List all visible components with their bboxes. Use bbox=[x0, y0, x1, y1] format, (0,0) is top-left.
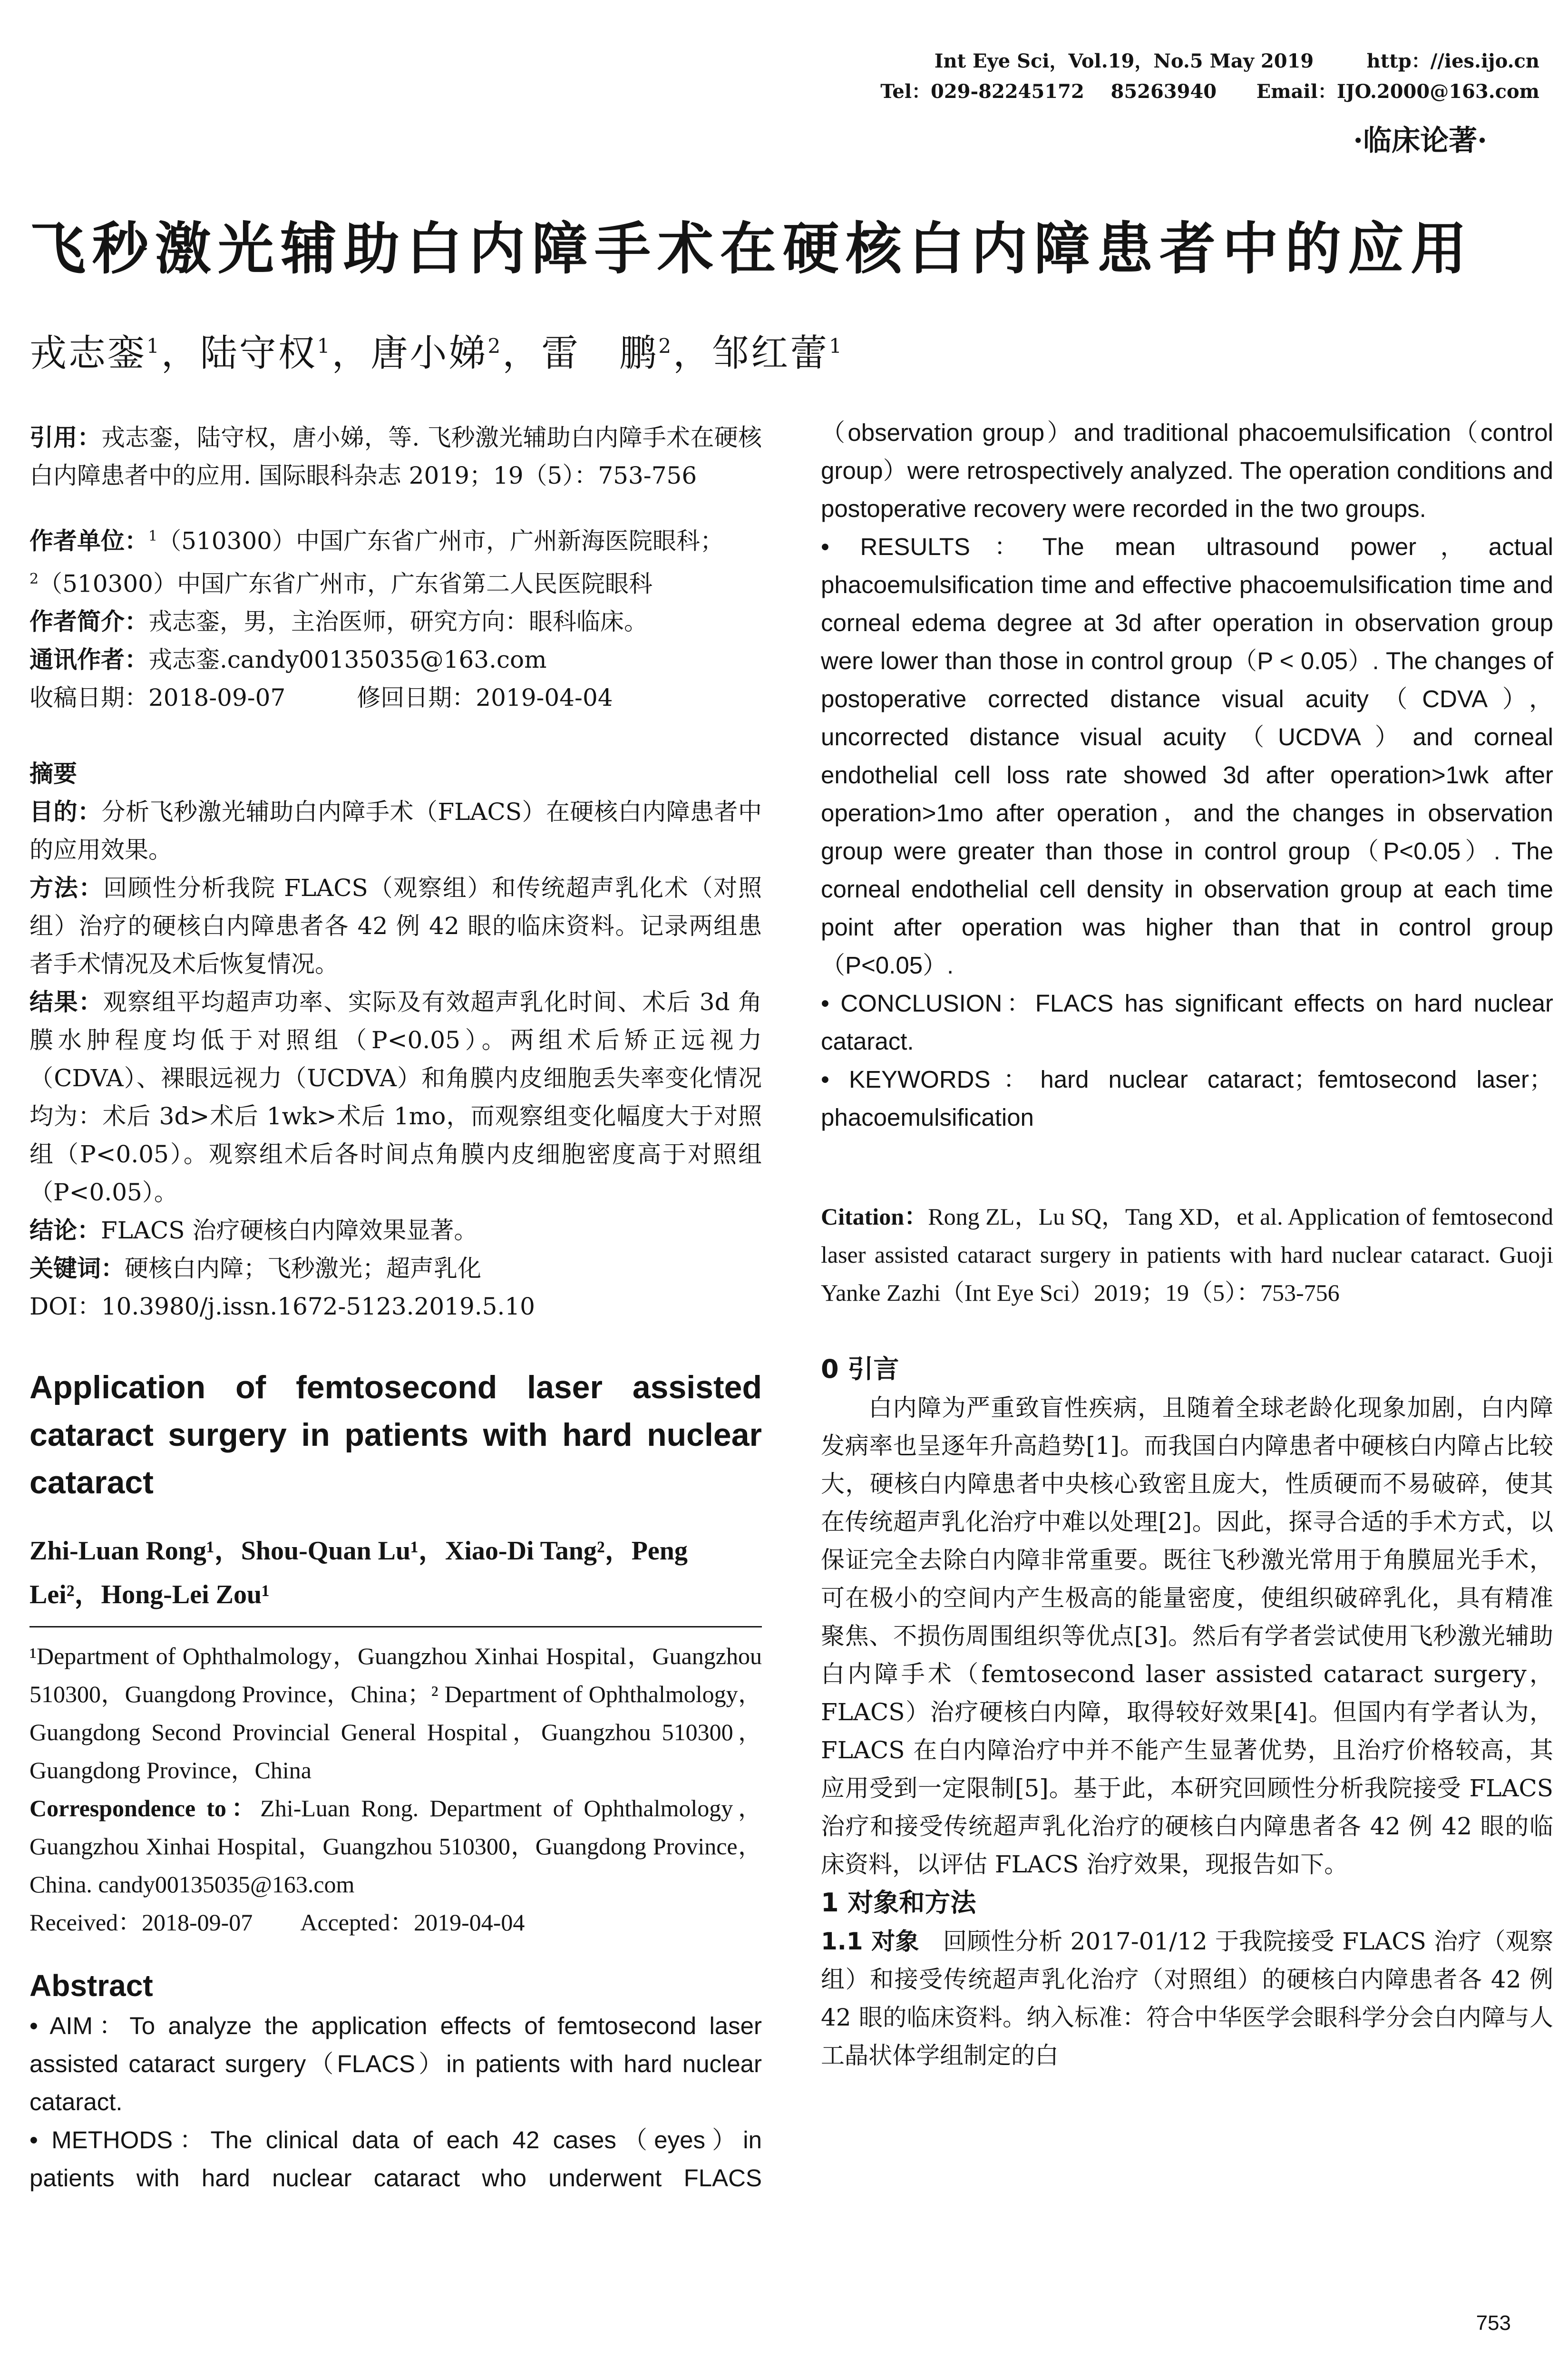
abstract-methods-cn: 方法：回顾性分析我院 FLACS（观察组）和传统超声乳化术（对照组）治疗的硬核白内障患者各 42 例 42 眼的临床资料。记录两组患者手术情况及术后恢复情况。 bbox=[29, 874, 762, 978]
methods-heading: 1 对象和方法 bbox=[821, 1888, 976, 1918]
methods-subjects: 1.1 对象 回顾性分析 2017-01/12 于我院接受 FLACS 治疗（观察组）和接受传统超声乳化治疗（对照组）的硬核白内障患者各 42 例 42 眼的临床资料。纳入标准：符合中华医学会眼科学分会白内障与人工晶状体学组制定的白 bbox=[821, 1928, 1554, 2069]
dates-en: Received：2018-09-07 Accepted：2019-04-04 bbox=[29, 1909, 525, 1936]
abstract-methods-en-cont: （observation group）and traditional phacoemulsification（control group）were retrospectively analyzed. The operation conditions and postoperative recovery were recorded in the two groups. bbox=[821, 419, 1553, 522]
right-column bbox=[821, 414, 1553, 2075]
abstract-results-cn: 结果：观察组平均超声功率、实际及有效超声乳化时间、术后 3d 角膜水肿程度均低于对照组（P<0.05）。两组术后矫正远视力（CDVA）、裸眼远视力（UCDVA）和角膜内皮细胞丢失率变化情况均为：术后 3d>术后 1wk>术后 1mo，而观察组变化幅度大于对照组（P<0.05）。观察组术后各时间点角膜内皮细胞密度高于对照组（P<0.05）。 bbox=[29, 988, 762, 1207]
corresponding-author-cn: 通讯作者：戎志銮.candy00135035@163.com bbox=[29, 646, 547, 674]
abstract-keywords-en: • KEYWORDS：hard nuclear cataract；femtosecond laser；phacoemulsification bbox=[821, 1066, 1553, 1131]
abstract-aim-cn: 目的：分析飞秒激光辅助白内障手术（FLACS）在硬核白内障患者中的应用效果。 bbox=[29, 798, 762, 864]
dates-cn: 收稿日期：2018-09-07 修回日期：2019-04-04 bbox=[29, 684, 613, 712]
page-number: 753 bbox=[1476, 2311, 1511, 2335]
author-cn: 邹红蕾 bbox=[712, 332, 829, 375]
doi: DOI：10.3980/j.issn.1672-5123.2019.5.10 bbox=[29, 1293, 535, 1321]
abstract-methods-en-start: • METHODS：The clinical data of each 42 cases（eyes）in patients with hard nuclear cataract who underwent FLACS bbox=[29, 2126, 762, 2192]
authors-en: Zhi-Luan Rong¹，Shou-Quan Lu¹，Xiao-Di Tang²，Peng Lei²，Hong-Lei Zou¹ bbox=[29, 1536, 688, 1610]
journal-url: http：//ies.ijo.cn bbox=[1366, 50, 1539, 72]
keywords-cn: 关键词：硬核白内障；飞秒激光；超声乳化 bbox=[29, 1255, 481, 1283]
abstract-conclusion-en: • CONCLUSION：FLACS has significant effects on hard nuclear cataract. bbox=[821, 990, 1553, 1055]
intro-paragraph: 白内障为严重致盲性疾病，且随着全球老龄化现象加剧，白内障发病率也呈逐年升高趋势[1]。而我国白内障患者中硬核白内障占比较大，硬核白内障患者中央核心致密且庞大，性质硬而不易破碎，使其在传统超声乳化治疗中难以处理[2]。因此，探寻合适的手术方式，以保证完全去除白内障非常重要。既往飞秒激光常用于角膜屈光手术，可在极小的空间内产生极高的能量密度，使组织破碎乳化，具有精准聚焦、不损伤周围组织等优点[3]。然后有学者尝试使用飞秒激光辅助白内障手术（femtosecond laser assisted cataract surgery，FLACS）治疗硬核白内障，取得较好效果[4]。但国内有学者认为，FLACS 在白内障治疗中并不能产生显著优势，且治疗价格较高，其应用受到一定限制[5]。基于此，本研究回顾性分析我院接受 FLACS 治疗和接受传统超声乳化治疗的硬核白内障患者各 42 例 42 眼的临床资料，以评估 FLACS 治疗效果，现报告如下。 bbox=[821, 1394, 1553, 1878]
author-cn: 陆守权 bbox=[200, 332, 317, 375]
section-tag: ·临床论著· bbox=[1353, 124, 1487, 157]
abstract-aim-en: • AIM：To analyze the application effects of femtosecond laser assisted cataract surgery（FLACS）in patients with hard nuclear cataract. bbox=[29, 2012, 762, 2116]
journal-tel: Tel：029-82245172 85263940 bbox=[880, 80, 1217, 103]
left-column bbox=[29, 419, 762, 2197]
abstract-results-en: • RESULTS：The mean ultrasound power，actual phacoemulsification time and effective phacoemulsification time and corneal edema degree at 3d after operation in observation group were lower than those in control group（P < 0.05）. The changes of postoperative corrected distance visual acuity（CDVA），uncorrected distance visual acuity（UCDVA）and corneal endothelial cell loss rate showed 3d after operation>1wk after operation>1mo after operation，and the changes in observation group were greater than those in control group（P<0.05）. The corneal endothelial cell density in observation group at each time point after operation was higher than that in control group（P<0.05）. bbox=[821, 533, 1553, 979]
abstract-conclusion-cn: 结论：FLACS 治疗硬核白内障效果显著。 bbox=[29, 1217, 478, 1245]
correspondence-en: Correspondence to：Zhi-Luan Rong. Department of Ophthalmology，Guangzhou Xinhai Hospital，Guangzhou 510300，Guangdong Province，China. candy00135035@163.com bbox=[29, 1795, 762, 1898]
citation-en: Citation：Rong ZL，Lu SQ，Tang XD，et al. Application of femtosecond laser assisted cataract surgery in patients with hard nuclear cataract. Guoji Yanke Zazhi（Int Eye Sci）2019；19（5）：753-756 bbox=[821, 1203, 1553, 1306]
abstract-heading-en: Abstract bbox=[29, 1968, 153, 2003]
author-cn: 雷 鹏 bbox=[541, 332, 659, 375]
affiliation-cn: 作者单位：$^1$（510300）中国广东省广州市，广州新海医院眼科； $^2$（510300）中国广东省广州市，广东省第二人民医院眼科 bbox=[29, 527, 724, 598]
author-cn: 唐小娣 bbox=[370, 332, 488, 375]
journal-email: Email：IJO.2000@163.com bbox=[1256, 80, 1539, 103]
authors-cn: 戎志銮$^1$，陆守权$^1$，唐小娣$^2$，雷 鹏$^2$，邹红蕾$^1$ bbox=[29, 332, 844, 375]
citation-cn: 引用：戎志銮，陆守权，唐小娣，等. 飞秒激光辅助白内障手术在硬核白内障患者中的应用. 国际眼科杂志 2019；19（5）：753-756 bbox=[29, 424, 762, 489]
author-cn: 戎志銮 bbox=[29, 332, 147, 375]
running-header-line2 bbox=[867, 48, 1539, 107]
article-title-en: Application of femtosecond laser assisted cataract surgery in patients with hard nuclear cataract bbox=[29, 1369, 762, 1501]
journal-info: Int Eye Sci，Vol.19，No.5 May 2019 bbox=[934, 50, 1314, 72]
abstract-continued-en bbox=[821, 414, 1553, 1175]
article-title-cn: 飞秒激光辅助白内障手术在硬核白内障患者中的应用 bbox=[29, 216, 1474, 282]
intro-heading: 0 引言 bbox=[821, 1354, 899, 1384]
affiliations-en: ¹Department of Ophthalmology，Guangzhou Xinhai Hospital，Guangzhou 510300，Guangdong Province，China；² Department of Ophthalmology，Guangdong Second Provincial General Hospital，Guangzhou 510300，Guangdong Province，China bbox=[29, 1643, 762, 1784]
abstract-heading-cn: 摘要 bbox=[29, 760, 77, 788]
author-bio-cn: 作者简介：戎志銮，男，主治医师，研究方向：眼科临床。 bbox=[29, 608, 648, 636]
